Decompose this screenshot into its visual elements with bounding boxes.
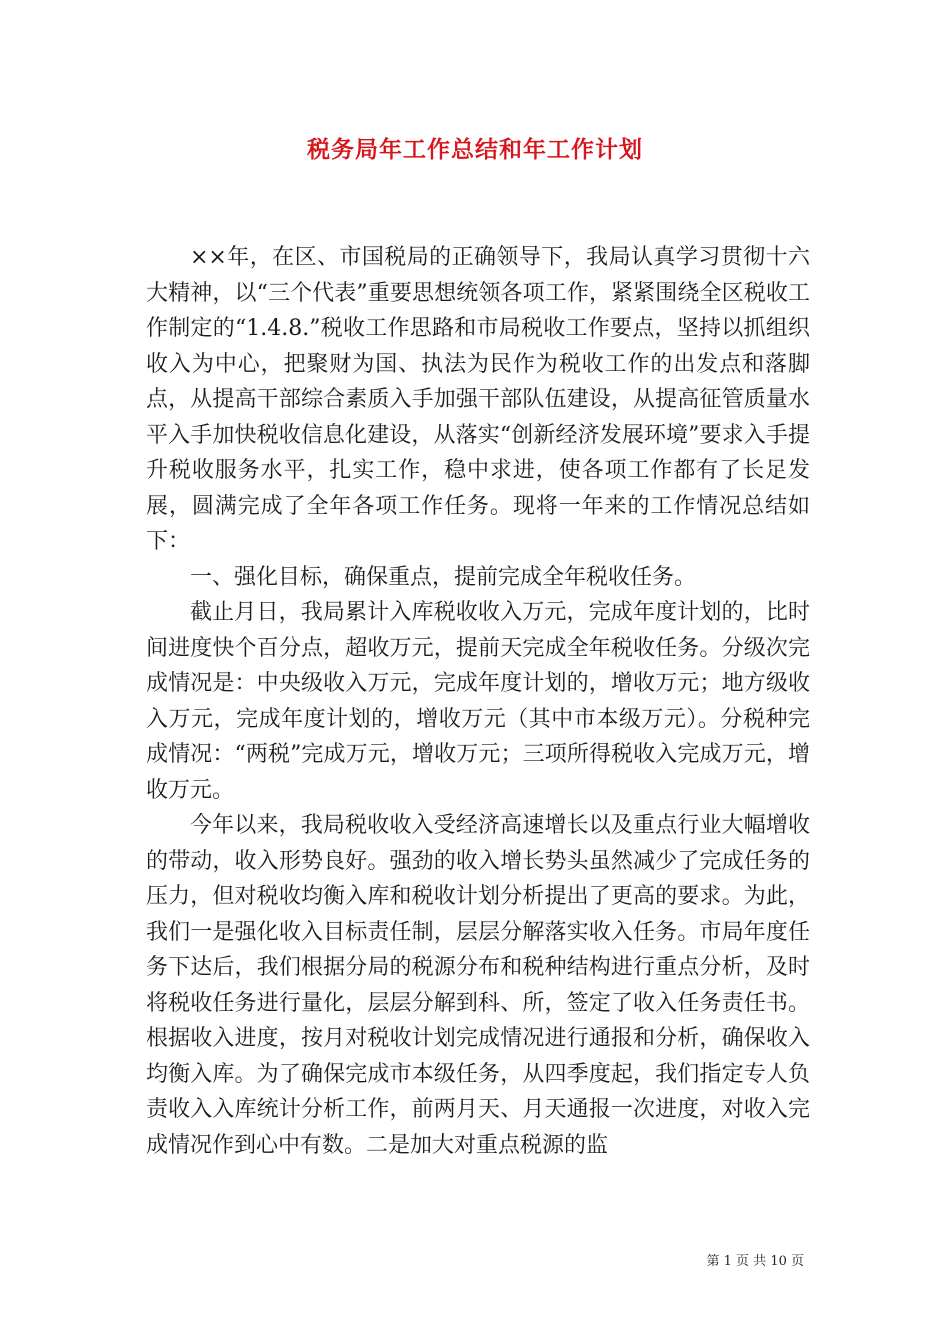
paragraph-revenue-summary: 截止月日，我局累计入库税收收入万元，完成年度计划的，比时间进度快个百分点，超收万元，提前天完成全年税收任务。分级次完成情况是：中央级收入万元，完成年度计划的，增收万元；地方级收入万元，完成年度计划的，增收万元（其中市本级万元）。分税种完成情况：“两税”完成万元，增收万元；三项所得税收入完成万元，增收万元。 [146,600,810,803]
document-title: 税务局年工作总结和年工作计划 [307,136,643,163]
paragraph-section-heading: 一、强化目标，确保重点，提前完成全年税收任务。 [190,564,697,590]
paragraph-revenue-measures: 今年以来，我局税收收入受经济高速增长以及重点行业大幅增收的带动，收入形势良好。强劲的收入增长势头虽然减少了完成任务的压力，但对税收均衡入库和税收计划分析提出了更高的要求。为此，我们一是强化收入目标责任制，层层分解落实收入任务。市局年度任务下达后，我们根据分局的税源分布和税种结构进行重点分析，及时将税收任务进行量化，层层分解到科、所，签定了收入任务责任书。根据收入进度，按月对税收计划完成情况进行通报和分析，确保收入均衡入库。为了确保完成市本级任务，从四季度起，我们指定专人负责收入入库统计分析工作，前两月天、月天通报一次进度，对收入完成情况作到心中有数。二是加大对重点税源的监 [146,813,810,1158]
document-body [146,240,810,1163]
page-footer: 第 1 页 共 10 页 [706,1254,804,1269]
paragraph-intro: ××年，在区、市国税局的正确领导下，我局认真学习贯彻十六大精神，以“三个代表”重要思想统领各项工作，紧紧围绕全区税收工作制定的“1.4.8.”税收工作思路和市局税收工作要点，坚持以抓组织收入为中心，把聚财为国、执法为民作为税收工作的出发点和落脚点，从提高干部综合素质入手加强干部队伍建设，从提高征管质量水平入手加快税收信息化建设，从落实“创新经济发展环境”要求入手提升税收服务水平，扎实工作，稳中求进，使各项工作都有了长足发展，圆满完成了全年各项工作任务。现将一年来的工作情况总结如下： [146,245,810,554]
